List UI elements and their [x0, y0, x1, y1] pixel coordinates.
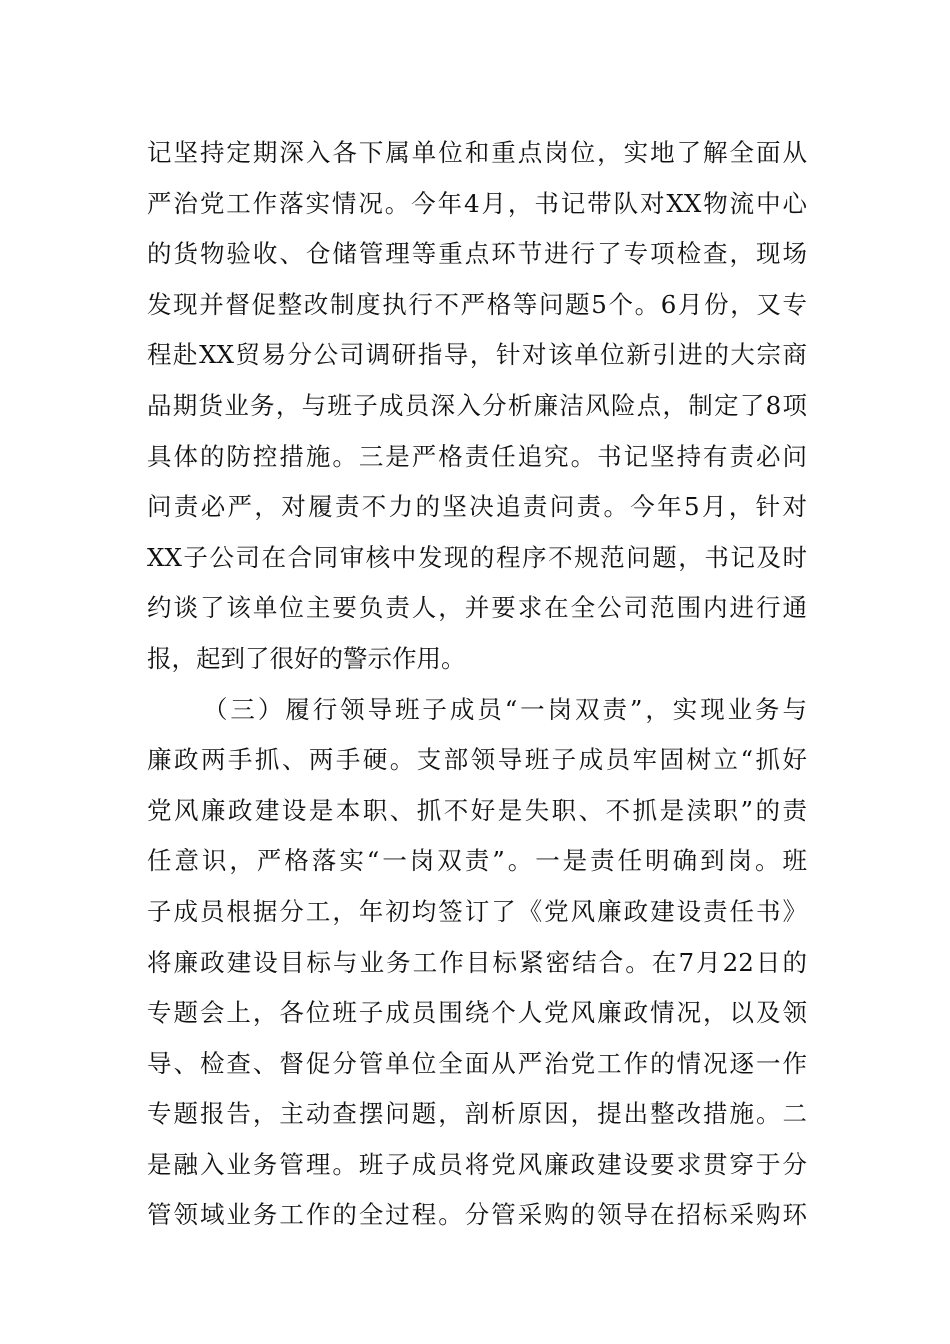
section-heading-line: （三）履行领导班子成员“一岗双责”，实现业务与 — [203, 694, 807, 724]
text-line: 品期货业务，与班子成员深入分析廉洁风险点，制定了8项 — [147, 390, 807, 420]
text-line: 将廉政建设目标与业务工作目标紧密结合。在7月22日的 — [147, 947, 807, 977]
text-line: 严治党工作落实情况。今年4月，书记带队对XX物流中心 — [147, 188, 807, 218]
text-line: 管领域业务工作的全过程。分管采购的领导在招标采购环 — [147, 1200, 807, 1230]
text-line: 党风廉政建设是本职、抓不好是失职、不抓是渎职”的责 — [147, 795, 807, 825]
text-line: 廉政两手抓、两手硬。支部领导班子成员牢固树立“抓好 — [147, 745, 807, 775]
text-line: 发现并督促整改制度执行不严格等问题5个。6月份，又专 — [147, 289, 807, 319]
text-line: 的货物验收、仓储管理等重点环节进行了专项检查，现场 — [147, 239, 807, 269]
document-body — [147, 128, 807, 1241]
text-line: 记坚持定期深入各下属单位和重点岗位，实地了解全面从 — [147, 138, 807, 167]
text-line: 专题报告，主动查摆问题，剖析原因，提出整改措施。二 — [147, 1099, 807, 1129]
text-line: 程赴XX贸易分公司调研指导，针对该单位新引进的大宗商 — [147, 340, 807, 370]
text-line: 专题会上，各位班子成员围绕个人党风廉政情况，以及领 — [147, 998, 807, 1028]
text-line: 任意识，严格落实“一岗双责”。一是责任明确到岗。班 — [147, 846, 807, 876]
text-line-paragraph-end: 报，起到了很好的警示作用。 — [147, 643, 466, 673]
text-line: 约谈了该单位主要负责人，并要求在全公司范围内进行通 — [147, 593, 807, 623]
text-line: 是融入业务管理。班子成员将党风廉政建设要求贯穿于分 — [147, 1149, 807, 1179]
text-line: XX子公司在合同审核中发现的程序不规范问题，书记及时 — [147, 542, 807, 572]
text-line: 导、检查、督促分管单位全面从严治党工作的情况逐一作 — [147, 1048, 807, 1078]
text-line: 子成员根据分工，年初均签订了《党风廉政建设责任书》 — [147, 896, 807, 926]
text-line: 问责必严，对履责不力的坚决追责问责。今年5月，针对 — [147, 492, 807, 522]
text-line: 具体的防控措施。三是严格责任追究。书记坚持有责必问 — [147, 441, 807, 471]
